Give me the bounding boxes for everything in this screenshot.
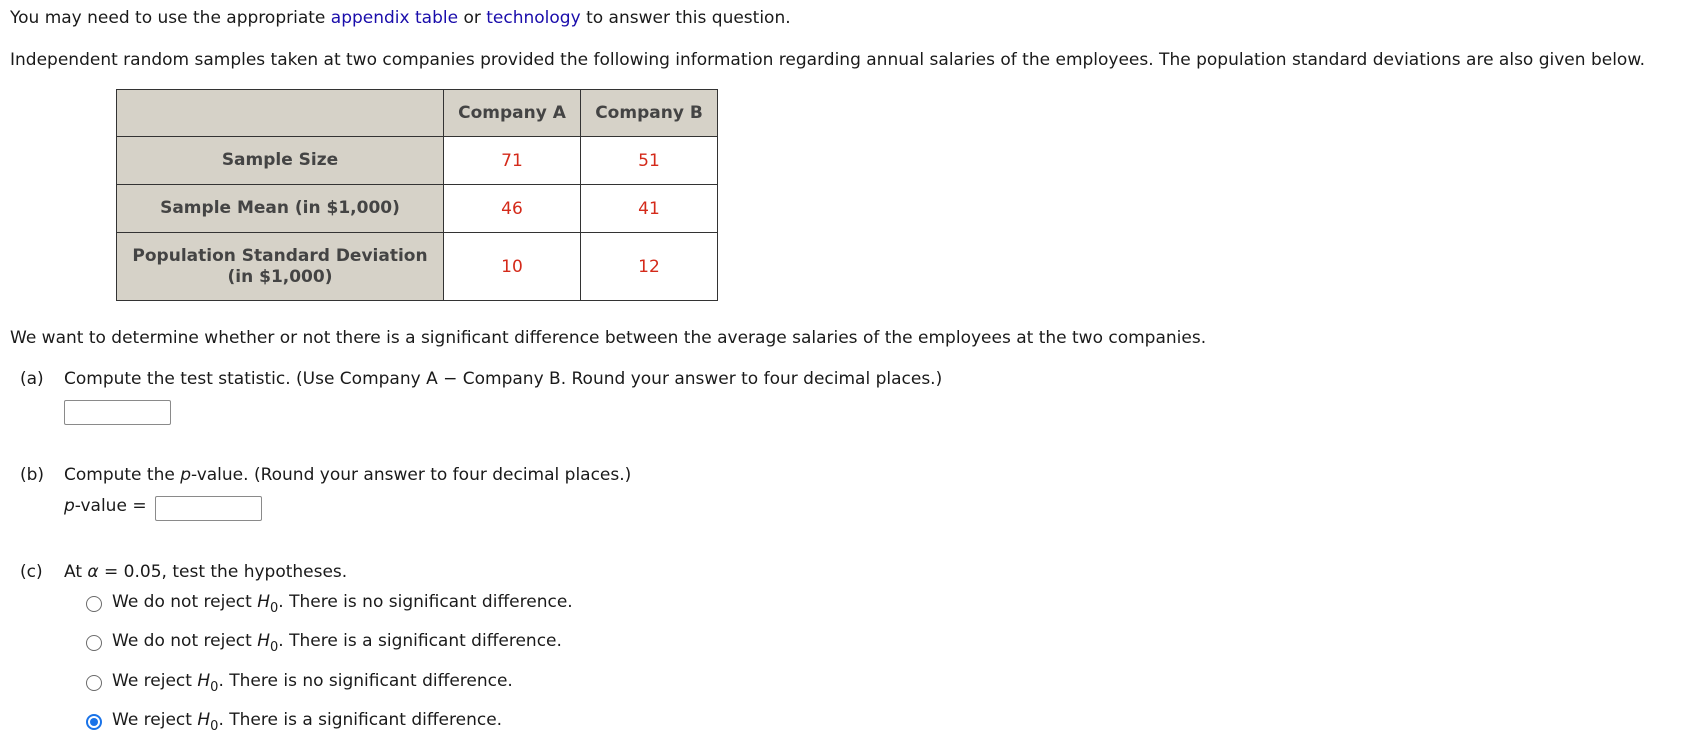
option-text: We do not reject $H_0$. There is no significant difference. bbox=[112, 592, 573, 616]
cell-sample-mean-b: 41 bbox=[581, 185, 718, 233]
row-header-sample-mean: Sample Mean (in $1,000) bbox=[117, 185, 444, 233]
part-b-text-before: Compute the bbox=[64, 465, 181, 485]
appendix-table-link[interactable]: appendix table bbox=[330, 8, 459, 28]
option-do-not-reject-no-difference[interactable] bbox=[86, 592, 573, 616]
p-value-label-rest: -value = bbox=[74, 496, 147, 516]
column-header-company-b: Company B bbox=[581, 90, 718, 137]
option-text: We do not reject $H_0$. There is a significant difference. bbox=[112, 631, 562, 655]
salary-data-table bbox=[116, 89, 718, 301]
table-header-row bbox=[117, 90, 718, 137]
part-c-question bbox=[64, 562, 347, 582]
option-text: We reject $H_0$. There is a significant difference. bbox=[112, 710, 503, 734]
cell-population-sd-a: 10 bbox=[444, 233, 581, 301]
part-b-p-var: p bbox=[180, 465, 192, 485]
option-reject-no-difference[interactable] bbox=[86, 671, 513, 695]
radio-button-selected[interactable] bbox=[86, 714, 102, 730]
test-statistic-input[interactable] bbox=[64, 400, 171, 425]
intro-text bbox=[10, 8, 791, 28]
intro-prefix: You may need to use the appropriate bbox=[10, 8, 331, 28]
cell-population-sd-b: 12 bbox=[581, 233, 718, 301]
part-c-letter: (c) bbox=[20, 562, 43, 582]
table-row bbox=[117, 137, 718, 185]
part-c-text-prefix: At bbox=[64, 562, 88, 582]
row-header-population-sd bbox=[117, 233, 444, 301]
radio-button[interactable] bbox=[86, 675, 102, 691]
part-a-letter: (a) bbox=[20, 369, 44, 389]
option-do-not-reject-significant-difference[interactable] bbox=[86, 631, 562, 655]
p-value-label bbox=[64, 496, 147, 516]
radio-button[interactable] bbox=[86, 635, 102, 651]
problem-statement: Independent random samples taken at two companies provided the following information regarding annual salaries of the employees. The population standard deviations are also given below. bbox=[10, 50, 1646, 70]
part-a-question: Compute the test statistic. (Use Company A − Company B. Round your answer to four decimal places.) bbox=[64, 369, 943, 389]
table-row bbox=[117, 185, 718, 233]
part-b-letter: (b) bbox=[20, 465, 45, 485]
goal-statement: We want to determine whether or not there is a significant difference between the average salaries of the employees at the two companies. bbox=[10, 328, 1207, 348]
intro-suffix: to answer this question. bbox=[580, 8, 791, 28]
row-header-sample-size: Sample Size bbox=[117, 137, 444, 185]
part-b-question bbox=[64, 465, 631, 485]
radio-button[interactable] bbox=[86, 596, 102, 612]
table-row bbox=[117, 233, 718, 301]
cell-sample-mean-a: 46 bbox=[444, 185, 581, 233]
intro-middle: or bbox=[458, 8, 487, 28]
part-b-text-after: -value. (Round your answer to four decimal places.) bbox=[191, 465, 632, 485]
row-header-population-sd-line2: (in $1,000) bbox=[227, 266, 333, 287]
cell-sample-size-a: 71 bbox=[444, 137, 581, 185]
row-header-population-sd-line1: Population Standard Deviation bbox=[132, 245, 428, 266]
table-corner-cell bbox=[117, 90, 444, 137]
column-header-company-a: Company A bbox=[444, 90, 581, 137]
option-reject-significant-difference[interactable] bbox=[86, 710, 502, 734]
p-value-input[interactable] bbox=[155, 496, 262, 521]
cell-sample-size-b: 51 bbox=[581, 137, 718, 185]
option-text: We reject $H_0$. There is no significant difference. bbox=[112, 671, 513, 695]
part-c-text-suffix: = 0.05, test the hypotheses. bbox=[98, 562, 348, 582]
p-value-label-var: p bbox=[64, 496, 75, 516]
alpha-symbol: α bbox=[87, 562, 99, 582]
technology-link[interactable]: technology bbox=[486, 8, 581, 28]
